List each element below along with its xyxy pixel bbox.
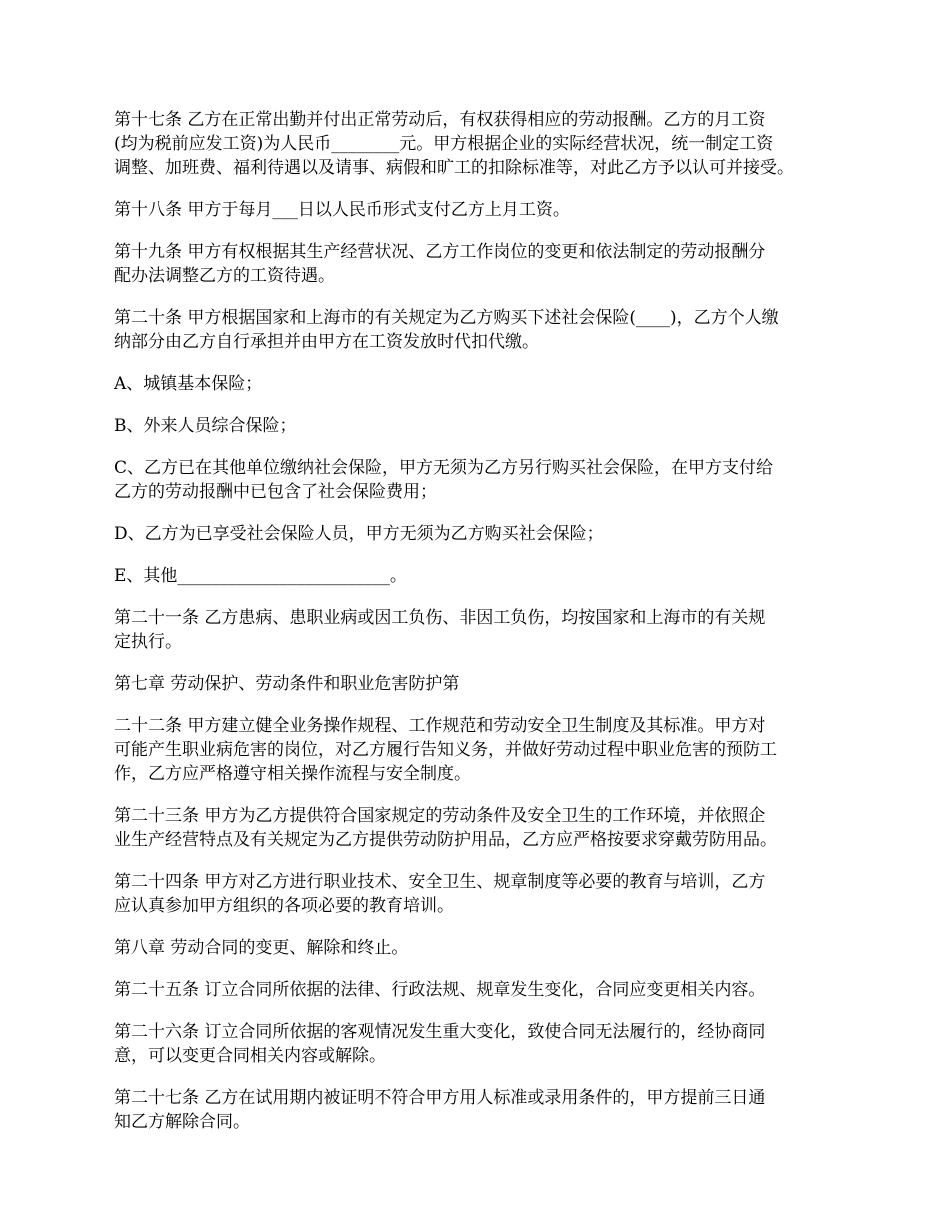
option-e <box>114 564 854 588</box>
article-24 <box>114 870 854 918</box>
option-d <box>114 522 854 546</box>
text-line: A、城镇基本保险； <box>114 374 263 394</box>
article-23 <box>114 804 854 852</box>
text-line: 第七章 劳动保护、劳动条件和职业危害防护第 <box>114 674 460 694</box>
text-line: E、其他_________________________。 <box>114 566 407 586</box>
text-line: 第二十条 甲方根据国家和上海市的有关规定为乙方购买下述社会保险(____)，乙方个人缴 <box>114 308 779 328</box>
option-a <box>114 372 854 396</box>
chapter-8-heading <box>114 936 854 960</box>
option-c <box>114 456 854 504</box>
article-22 <box>114 714 854 786</box>
text-line: C、乙方已在其他单位缴纳社会保险，甲方无须为乙方另行购买社会保险，在甲方支付给 <box>114 458 774 478</box>
text-line: 意，可以变更合同相关内容或解除。 <box>114 1046 386 1066</box>
text-line: 知乙方解除合同。 <box>114 1112 250 1132</box>
text-line: 调整、加班费、福利待遇以及请事、病假和旷工的扣除标准等，对此乙方予以认可并接受。 <box>114 158 794 178</box>
text-line: 第十七条 乙方在正常出勤并付出正常劳动后，有权获得相应的劳动报酬。乙方的月工资 <box>114 110 766 130</box>
text-line: 业生产经营特点及有关规定为乙方提供劳动防护用品，乙方应严格按要求穿戴劳防用品。 <box>114 830 777 850</box>
text-line: 第二十一条 乙方患病、患职业病或因工负伤、非因工负伤，均按国家和上海市的有关规 <box>114 608 766 628</box>
text-line: 第二十四条 甲方对乙方进行职业技术、安全卫生、规章制度等必要的教育与培训，乙方 <box>114 872 766 892</box>
article-21 <box>114 606 854 654</box>
text-line: 乙方的劳动报酬中已包含了社会保险费用； <box>114 482 437 502</box>
article-25 <box>114 978 854 1002</box>
text-line: 第二十五条 订立合同所依据的法律、行政法规、规章发生变化，合同应变更相关内容。 <box>114 980 766 1000</box>
text-line: 纳部分由乙方自行承担并由甲方在工资发放时代扣代缴。 <box>114 332 539 352</box>
text-line: 定执行。 <box>114 632 182 652</box>
article-20 <box>114 306 854 354</box>
text-line: 作，乙方应严格遵守相关操作流程与安全制度。 <box>114 764 471 784</box>
article-27 <box>114 1086 854 1134</box>
article-26 <box>114 1020 854 1068</box>
text-line: 应认真参加甲方组织的各项必要的教育培训。 <box>114 896 454 916</box>
text-line: 第二十七条 乙方在试用期内被证明不符合甲方用人标准或录用条件的，甲方提前三日通 <box>114 1088 766 1108</box>
text-line: 可能产生职业病危害的岗位，对乙方履行告知义务，并做好劳动过程中职业危害的预防工 <box>114 740 777 760</box>
text-line: B、外来人员综合保险； <box>114 416 297 436</box>
text-line: D、乙方为已享受社会保险人员，甲方无须为乙方购买社会保险； <box>114 524 604 544</box>
text-line: 第二十六条 订立合同所依据的客观情况发生重大变化，致使合同无法履行的，经协商同 <box>114 1022 766 1042</box>
text-line: 第八章 劳动合同的变更、解除和终止。 <box>114 938 409 958</box>
text-line: (均为税前应发工资)为人民币________元。甲方根据企业的实际经营状况，统一制定工资 <box>114 134 774 154</box>
article-17 <box>114 108 854 180</box>
document-body <box>114 108 854 1152</box>
text-line: 配办法调整乙方的工资待遇。 <box>114 266 335 286</box>
article-19 <box>114 240 854 288</box>
text-line: 二十二条 甲方建立健全业务操作规程、工作规范和劳动安全卫生制度及其标准。甲方对 <box>114 716 766 736</box>
text-line: 第十九条 甲方有权根据其生产经营状况、乙方工作岗位的变更和依法制定的劳动报酬分 <box>114 242 766 262</box>
text-line: 第十八条 甲方于每月___日以人民币形式支付乙方上月工资。 <box>114 200 570 220</box>
text-line: 第二十三条 甲方为乙方提供符合国家规定的劳动条件及安全卫生的工作环境，并依照企 <box>114 806 766 826</box>
option-b <box>114 414 854 438</box>
article-18 <box>114 198 854 222</box>
chapter-7-heading <box>114 672 854 696</box>
